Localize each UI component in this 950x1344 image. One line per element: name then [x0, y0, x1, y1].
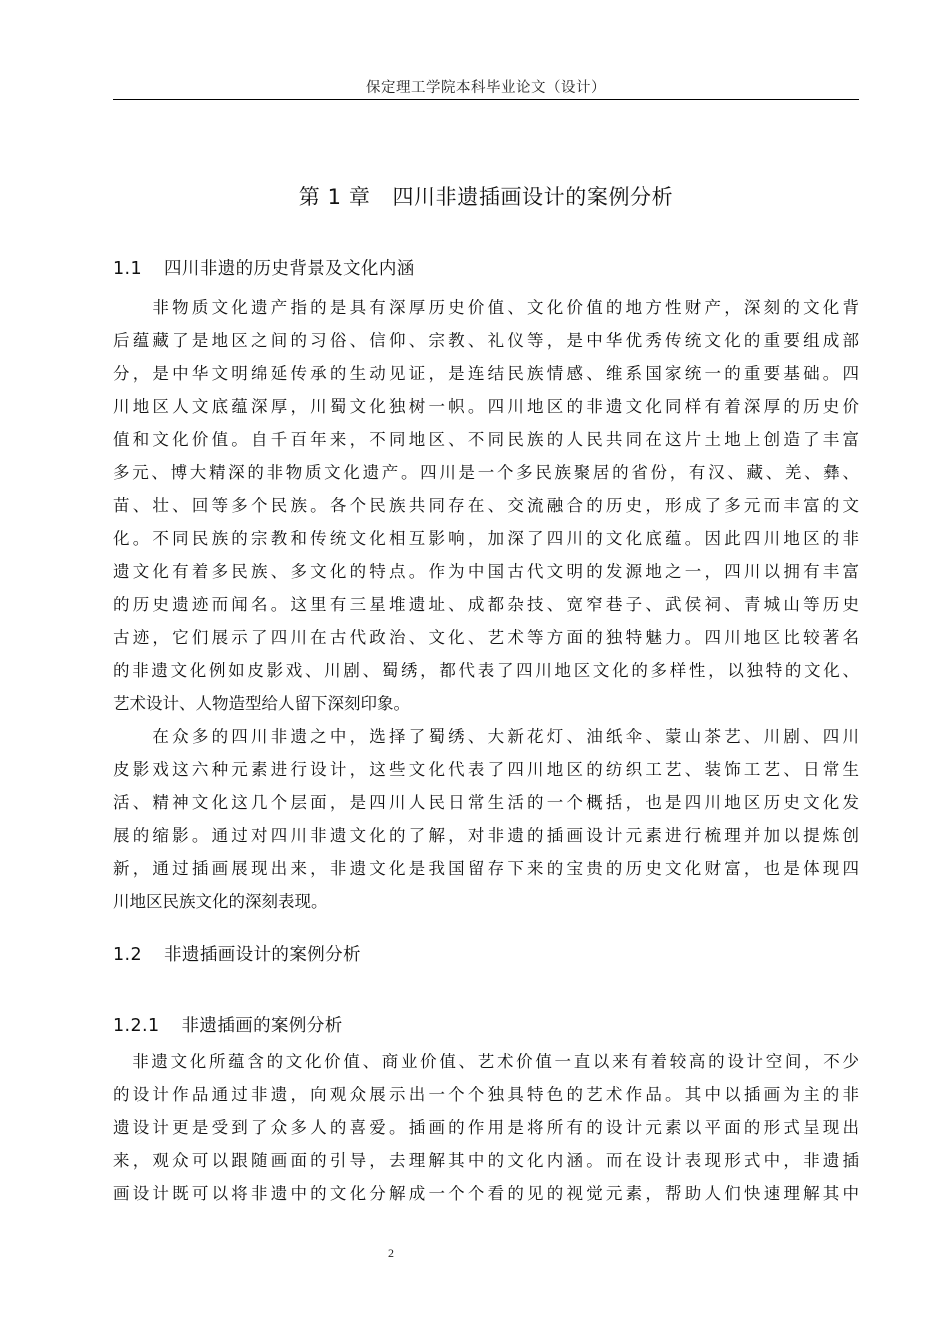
text-line: 画设计既可以将非遗中的文化分解成一个个看的见的视觉元素，帮助人们快速理解其中 — [113, 1184, 859, 1203]
text-line: 皮影戏这六种元素进行设计，这些文化代表了四川地区的纺织工艺、装饰工艺、日常生 — [113, 760, 859, 779]
text-line: 分，是中华文明绵延传承的生动见证，是连结民族情感、维系国家统一的重要基础。四 — [113, 364, 859, 383]
chapter-number: 第 1 章 — [298, 185, 371, 209]
text-line: 展的缩影。通过对四川非遗文化的了解，对非遗的插画设计元素进行梳理并加以提炼创 — [113, 826, 859, 845]
section-number: 1.2.1 — [113, 1016, 160, 1036]
text-line: 多元、博大精深的非物质文化遗产。四川是一个多民族聚居的省份，有汉、藏、羌、彝、 — [113, 463, 859, 482]
text-line: 遗文化有着多民族、多文化的特点。作为中国古代文明的发源地之一，四川以拥有丰富 — [113, 562, 859, 581]
text-line: 后蕴藏了是地区之间的习俗、信仰、宗教、礼仪等，是中华优秀传统文化的重要组成部 — [113, 331, 859, 350]
section-number: 1.1 — [113, 259, 143, 279]
text-line: 在众多的四川非遗之中，选择了蜀绣、大新花灯、油纸伞、蒙山茶艺、川剧、四川 — [113, 727, 859, 746]
chapter-title — [113, 181, 859, 211]
running-header: 保定理工学院本科毕业论文（设计） — [366, 80, 606, 96]
text-line: 化。不同民族的宗教和传统文化相互影响，加深了四川的文化底蕴。因此四川地区的非 — [113, 529, 859, 548]
paragraph-illustration-analysis — [113, 1045, 859, 1210]
section-number: 1.2 — [113, 945, 143, 965]
header-divider — [113, 99, 859, 100]
page-number: 2 — [388, 1246, 394, 1260]
text-line: 的设计作品通过非遗，向观众展示出一个个独具特色的艺术作品。其中以插画为主的非 — [113, 1085, 859, 1104]
text-line: 的非遗文化例如皮影戏、川剧、蜀绣，都代表了四川地区文化的多样性，以独特的文化、 — [113, 661, 859, 680]
section-heading-1-1 — [113, 255, 415, 280]
text-line: 古迹，它们展示了四川在古代政治、文化、艺术等方面的独特魅力。四川地区比较著名 — [113, 628, 859, 647]
chapter-title-text: 四川非遗插画设计的案例分析 — [392, 185, 674, 209]
text-line: 的历史遗迹而闻名。这里有三星堆遗址、成都杂技、宽窄巷子、武侯祠、青城山等历史 — [113, 595, 859, 614]
text-line: 苗、壮、回等多个民族。各个民族共同存在、交流融合的历史，形成了多元而丰富的文 — [113, 496, 859, 515]
text-line: 艺术设计、人物造型给人留下深刻印象。 — [113, 694, 410, 713]
text-line: 川地区民族文化的深刻表现。 — [113, 892, 328, 911]
section-heading-1-2-1 — [113, 1012, 343, 1037]
text-line: 活、精神文化这几个层面，是四川人民日常生活的一个概括，也是四川地区历史文化发 — [113, 793, 859, 812]
section-title: 四川非遗的历史背景及文化内涵 — [164, 259, 415, 279]
text-line: 值和文化价值。自千百年来，不同地区、不同民族的人民共同在这片土地上创造了丰富 — [113, 430, 859, 449]
section-heading-1-2 — [113, 941, 361, 966]
text-line: 遗设计更是受到了众多人的喜爱。插画的作用是将所有的设计元素以平面的形式呈现出 — [113, 1118, 859, 1137]
text-line: 非遗文化所蕴含的文化价值、商业价值、艺术价值一直以来有着较高的设计空间，不少 — [113, 1052, 859, 1071]
text-line: 非物质文化遗产指的是具有深厚历史价值、文化价值的地方性财产，深刻的文化背 — [113, 298, 859, 317]
text-line: 川地区人文底蕴深厚，川蜀文化独树一帜。四川地区的非遗文化同样有着深厚的历史价 — [113, 397, 859, 416]
paragraph-historical-background — [113, 291, 859, 918]
section-title: 非遗插画设计的案例分析 — [164, 945, 361, 965]
text-line: 来，观众可以跟随画面的引导，去理解其中的文化内涵。而在设计表现形式中，非遗插 — [113, 1151, 859, 1170]
text-line: 新，通过插画展现出来，非遗文化是我国留存下来的宝贵的历史文化财富，也是体现四 — [113, 859, 859, 878]
section-title: 非遗插画的案例分析 — [181, 1016, 343, 1036]
